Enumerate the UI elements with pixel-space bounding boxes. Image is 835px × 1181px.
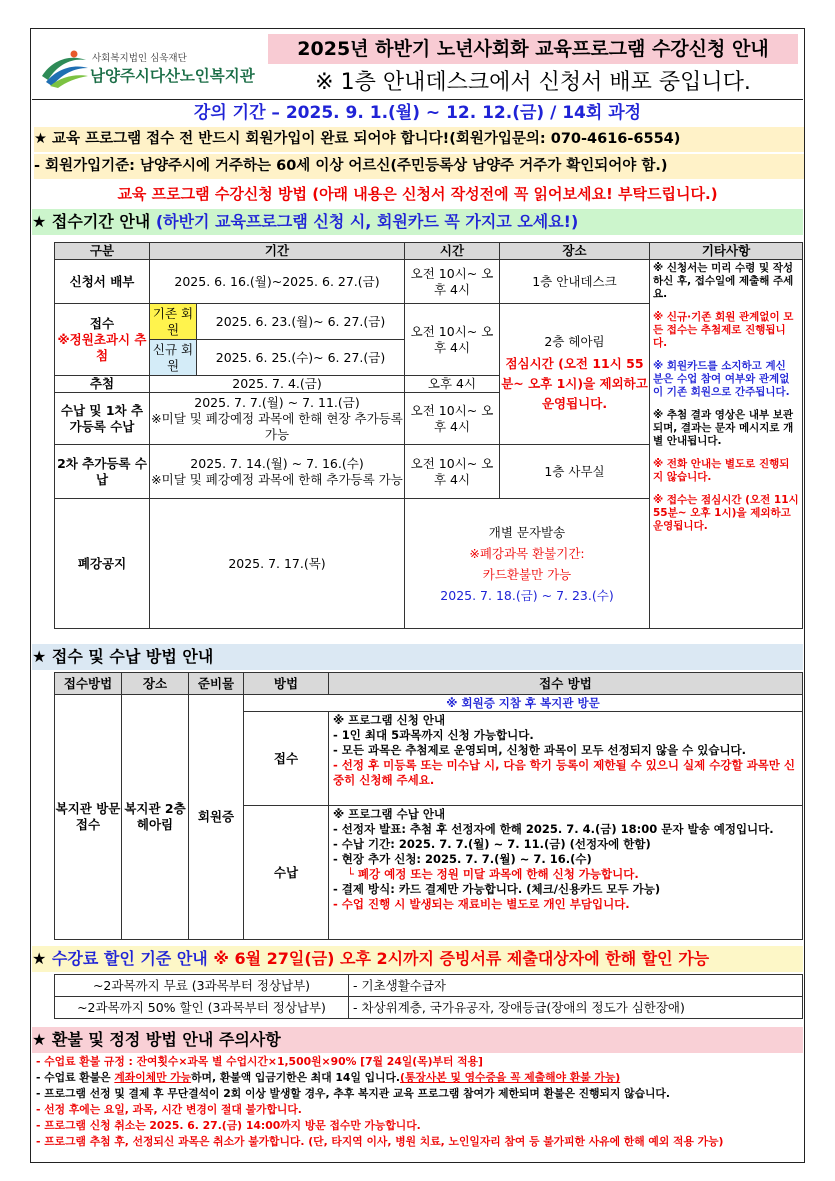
discount-target: - 차상위계층, 국가유공자, 장애등급(장애의 정도가 심한장애): [349, 997, 803, 1019]
period-cell: 2025. 7. 4.(금): [150, 376, 405, 393]
period-cell: [150, 445, 405, 499]
place-cell: [500, 304, 650, 445]
refund-line: [36, 1070, 802, 1086]
col-header: 접수 방법: [329, 673, 803, 695]
refund-line: - 프로그램 추첨 후, 선정되신 과목은 취소가 불가합니다. (단, 타지역 이사, 병원 치료, 노인일자리 참여 등 불가피한 사유에 한해 예외 적용 가능): [36, 1135, 724, 1148]
refund-line: - 선정 후에는 요일, 과목, 시간 변경이 절대 불가합니다.: [36, 1103, 302, 1116]
visit-notice: ※ 회원증 지참 후 복지관 방문: [244, 695, 803, 712]
col-header: 접수방법: [55, 673, 122, 695]
pay-heading: ※ 프로그램 수납 안내: [333, 807, 446, 821]
row-label-sub: ※정원초과시 추첨: [57, 331, 147, 363]
period-cell: 2025. 6. 25.(수)~ 6. 27.(금): [197, 340, 405, 376]
place-label: 복지관 2층 헤아림: [122, 695, 189, 940]
pay-line: - 결제 방식: 카드 결제만 가능합니다. (체크/신용카드 모두 가능): [333, 882, 661, 896]
pay-line: - 선정자 발표: 추첨 후 선정자에 한해 2025. 7. 4.(금) 18:00 문자 발송 예정입니다.: [333, 822, 774, 836]
reg-line: - 선정 후 미등록 또는 미수납 시, 다음 학기 등록이 제한될 수 있으니 실제 수강할 과목만 신중히 신청해 주세요.: [333, 758, 796, 787]
col-header: 구분: [55, 243, 150, 260]
refund-line: - 수업료 환불 규정 : 잔여횟수×과목 별 수업시간×1,500원×90% [7월 24일(목)부터 적용]: [36, 1055, 483, 1068]
logo-subtitle: 사회복지법인 심욱재단: [92, 53, 187, 64]
discount-rate: ~2과목까지 50% 할인 (3과목부터 정상납부): [55, 997, 349, 1019]
note-item: ※ 추첨 결과 영상은 내부 보관되며, 결과는 문자 메시지로 개별 안내됩니다.: [653, 409, 794, 447]
period-date: 2025. 7. 7.(월) ~ 7. 11.(금): [194, 394, 360, 410]
refund-line: - 프로그램 신청 취소는 2025. 6. 27.(금) 14:00까지 방문 접수만 가능합니다.: [36, 1119, 421, 1132]
place-cell: 1층 사무실: [500, 445, 650, 499]
section-title: 수강료 할인 기준 안내: [51, 949, 208, 968]
period-note: ※미달 및 폐강예정 과목에 한해 현장 추가등록 가능: [151, 410, 403, 442]
info-line: 2025. 7. 18.(금) ~ 7. 23.(수): [440, 587, 614, 603]
pay-line: - 수납 기간: 2025. 7. 7.(월) ~ 7. 11.(금) (선정자에 한함): [333, 837, 651, 851]
period-date: 2025. 7. 14.(월) ~ 7. 16.(수): [190, 455, 364, 471]
discount-rate: ~2과목까지 무료 (3과목부터 정상납부): [55, 975, 349, 997]
lunch-notice: 점심시간 (오전 11시 55분~ 오후 1시)을 제외하고 운영됩니다.: [501, 356, 648, 411]
refund-text: - 수업료 환불은: [36, 1071, 115, 1084]
star-icon: ★: [32, 647, 47, 666]
time-cell: 오전 10시~ 오후 4시: [405, 260, 500, 304]
row-label: [55, 304, 150, 376]
period-cell: [150, 393, 405, 445]
prep-label: 회원증: [189, 695, 244, 940]
info-line: ※폐강과목 환불기간:: [469, 545, 585, 561]
section-title: 접수기간 안내: [51, 212, 151, 231]
registration-method-heading: 교육 프로그램 수강신청 방법 (아래 내용은 신청서 작성전에 꼭 읽어보세요! 부탁드립니다.): [117, 185, 718, 203]
row-label: 추첨: [55, 376, 150, 393]
refund-line: - 프로그램 선정 및 결제 후 무단결석이 2회 이상 발생할 경우, 추후 복지관 교육 프로그램 참여가 제한되며 환불은 진행되지 않습니다.: [36, 1087, 670, 1100]
star-icon: ★: [32, 1030, 47, 1049]
membership-criteria: - 회원가입기준: 남양주시에 거주하는 60세 이상 어르신(주민등록상 남양주 거주가 확인되어야 함.): [34, 154, 804, 179]
time-cell: 오전 10시~ 오후 4시: [405, 445, 500, 499]
time-cell: 오전 10시~ 오후 4시: [405, 304, 500, 376]
info-line: 카드환불만 가능: [482, 566, 572, 582]
place-name: 2층 헤아림: [544, 334, 605, 349]
membership-notice: ★ 교육 프로그램 접수 전 반드시 회원가입이 완료 되어야 합니다!(회원가입문의: 070-4616-6554): [34, 127, 804, 152]
star-icon: ★: [32, 949, 47, 968]
pay-details: [329, 806, 803, 940]
course-period: 강의 기간 – 2025. 9. 1.(월) ~ 12. 12.(금) / 14회 과정: [193, 103, 642, 123]
row-label: 폐강공지: [55, 499, 150, 629]
row-label-main: 접수: [89, 315, 115, 331]
period-cell: 2025. 7. 17.(목): [150, 499, 405, 629]
distribution-notice: ※ 1층 안내데스크에서 신청서 배포 중입니다.: [315, 70, 751, 95]
pay-line: - 현장 추가 신청: 2025. 7. 7.(월) ~ 7. 16.(수): [333, 852, 592, 866]
note-item: ※ 신청서는 미리 수령 및 작성하신 후, 접수일에 제출해 주세요.: [653, 262, 794, 300]
time-cell: 오후 4시: [405, 376, 500, 393]
discount-target: - 기초생활수급자: [349, 975, 803, 997]
period-note: ※미달 및 폐강예정 과목에 한해 추가등록 가능: [151, 471, 403, 487]
note-item: ※ 전화 안내는 별도로 진행되지 않습니다.: [653, 458, 790, 483]
discount-table: [54, 974, 803, 1019]
row-label: 신청서 배부: [55, 260, 150, 304]
pay-label: 수납: [244, 806, 329, 940]
section-title: 접수 및 수납 방법 안내: [51, 647, 214, 666]
period-cell: 2025. 6. 16.(월)~2025. 6. 27.(금): [150, 260, 405, 304]
section-subtitle: ※ 6월 27일(금) 오후 2시까지 증빙서류 제출대상자에 한해 할인 가능: [213, 949, 710, 968]
info-cell: [405, 499, 650, 629]
refund-rules: [36, 1054, 802, 1150]
refund-text: 하며, 환불액 입금기한은 최대 14일 입니다.: [191, 1071, 401, 1084]
section-title: 환불 및 정정 방법 안내 주의사항: [51, 1030, 281, 1049]
section-registration-period: [32, 209, 803, 235]
reg-line: - 모든 과목은 추첨제로 운영되며, 신청한 과목이 모두 선정되지 않을 수 있습니다.: [333, 743, 747, 757]
reg-details: [329, 712, 803, 806]
refund-highlight: 계좌이체만 가능: [114, 1071, 192, 1084]
reg-line: - 1인 최대 5과목까지 신청 가능합니다.: [333, 728, 534, 742]
pay-line: - 수업 진행 시 발생되는 재료비는 별도로 개인 부담입니다.: [333, 897, 630, 911]
section-discount: [32, 946, 803, 972]
section-refund: [32, 1027, 803, 1053]
notes-cell: [650, 260, 803, 629]
period-cell: 2025. 6. 23.(월)~ 6. 27.(금): [197, 304, 405, 340]
col-header: 방법: [244, 673, 329, 695]
col-header: 기간: [150, 243, 405, 260]
section-subtitle: (하반기 교육프로그램 신청 시, 회원카드 꼭 가지고 오세요!): [155, 212, 579, 231]
registration-schedule-table: [54, 242, 803, 629]
time-cell: 오전 10시~ 오후 4시: [405, 393, 500, 445]
star-icon: ★: [32, 212, 47, 231]
note-item: ※ 접수는 점심시간 (오전 11시 55분~ 오후 1시)을 제외하고 운영됩니다.: [653, 494, 799, 532]
note-item: ※ 신규·기존 회원 관계없이 모든 접수는 추첨제로 진행됩니다.: [653, 311, 794, 349]
row-label: 2차 추가등록 수납: [55, 445, 150, 499]
info-line: 개별 문자발송: [488, 524, 566, 540]
existing-member-label: 기존 회원: [150, 304, 197, 340]
col-header: 장소: [122, 673, 189, 695]
place-cell: 1층 안내데스크: [500, 260, 650, 304]
col-header: 기타사항: [650, 243, 803, 260]
col-header: 시간: [405, 243, 500, 260]
row-label: 수납 및 1차 추가등록 수납: [55, 393, 150, 445]
col-header: 준비물: [189, 673, 244, 695]
logo-name: 남양주시다산노인복지관: [90, 67, 255, 85]
note-item: ※ 회원카드를 소지하고 계신 분은 수업 참여 여부와 관계없이 기존 회원으로 간주됩니다.: [653, 360, 790, 398]
refund-highlight: (통장사본 및 영수증을 꼭 제출해야 환불 가능): [400, 1071, 621, 1084]
page-title: 2025년 하반기 노년사회화 교육프로그램 수강신청 안내: [268, 34, 798, 64]
reg-label: 접수: [244, 712, 329, 806]
registration-method-table: [54, 672, 803, 940]
reg-heading: ※ 프로그램 신청 안내: [333, 713, 446, 727]
pay-line: └ 폐강 예정 또는 정원 미달 과목에 한해 신청 가능합니다.: [347, 867, 639, 881]
method-label: 복지관 방문 접수: [55, 695, 122, 940]
col-header: 장소: [500, 243, 650, 260]
new-member-label: 신규 회원: [150, 340, 197, 376]
section-registration-payment: [32, 644, 803, 670]
